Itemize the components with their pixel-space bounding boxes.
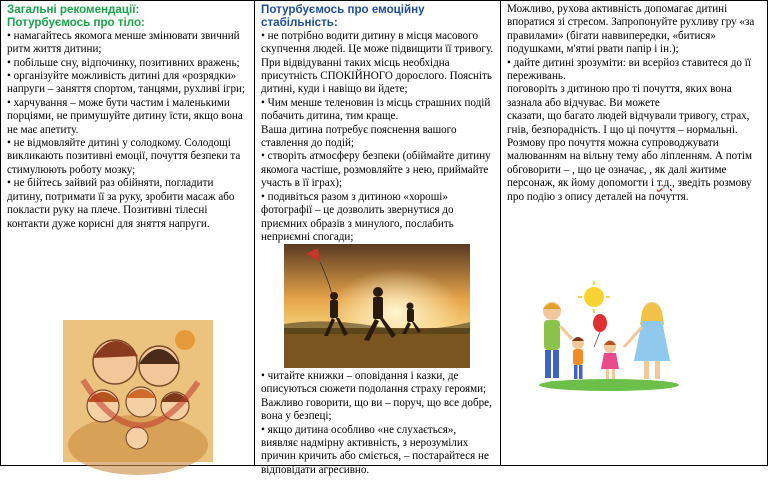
emotional-stability-heading: Потурбуємось про емоційну стабільність: [261, 3, 425, 30]
emotional-stability-text-bottom: • читайте книжки – оповідання і казки, де описуються сюжети подолання страху героями; Важливо говорити, що ви – поруч, що все добре, вона у безпеці; • якщо дитина особливо «не слухається», виявляє надмірну активність, з неpозумілих причин кричить або сміється, – постарайтеся не відповідати агресивно. [261, 370, 492, 476]
column-emotional-stability [255, 1, 501, 476]
emotional-stability-text-top: • не потрібно водити дитину в місця масового скупчення людей. Це може підвищити її тривогу. При відвідуванні таких місць необхідна присутність СПОКІЙНОГО дорослого. Поясніть дитині, куди і навіщо ви йдете; • Чим менше теленовин із місць страшних подій побачить дитина, тим краще. Ваша дитина потребує пояснення вашого ставлення до подій; • створіть атмосферу безпеки (обіймайте дитину якомога частіше, розмовляйте з нею, приймайте участь в її іграх); • подивіться разом з дитиною «хороші» фотографії – це дозволить звернутися до приємних образів з минулого, послабить неприємні спогади; [261, 29, 494, 243]
general-recommendations-heading: Загальні рекомендації: [7, 3, 140, 16]
activity-talk-text-part-a: Можливо, рухова активність допомагає дитині впоратися зі стресом. Запропонуйте рухливу гру «за правилами» (бігати наввипередки, «битися» подушками, м'ятиі рвати папір і ін.); • дайте дитині зpозуміти: ви всерйоз ставитеся до її переживань. поговоріть з дитиною про ті почуття, яких вона зазнала або відчуває. Ви можете сказати, що багато людей відчували тривогу, страх, гнів, безпорадність. І що ці почуття – нормальні. Розмову про почуття можна супроводжувати малюванням на вільну тему або ліпленням. А потім обговорити – , що це означає, , як далі житиме персонаж, як йому допомогти і [507, 3, 755, 190]
column-activity-talk [501, 1, 767, 465]
happy-family-cartoon [534, 281, 684, 391]
family-running-photo [284, 244, 470, 368]
body-care-heading: Потурбуємось про тіло: [7, 16, 145, 30]
family-hug-illustration [63, 320, 213, 462]
activity-talk-text-part-b: , зведіть розмову про подію з опису деталей на почуття. [507, 177, 755, 203]
column-body-care [1, 1, 255, 465]
body-care-text: • намагайтесь якомога менше змінювати звичний ритм життя дитини; • побільше сну, відпочинку, позитивних вражень; • організуйте можливість дитині для «розрядки» напруги – заняття спортом, танцями, рухливі ігри; • харчування – може бути частим і маленькими порціями, не примушуйте дитину їсти, якщо вона не має апетиту. • не відмовляйте дитині у солодкому. Солодощі викликають позитивні емоції, почуття безпеки та стимулюють роботу мозку; • не бійтесь зайвий раз обійняти, погладити дитину, потримати її за руку, зробити масаж або покласти руку на плече. Позитивні тілесні контакти дуже корисні для зняття напруги. [7, 29, 246, 230]
activity-talk-text [507, 3, 762, 204]
underlined-abbreviation: т.д. [656, 177, 673, 190]
